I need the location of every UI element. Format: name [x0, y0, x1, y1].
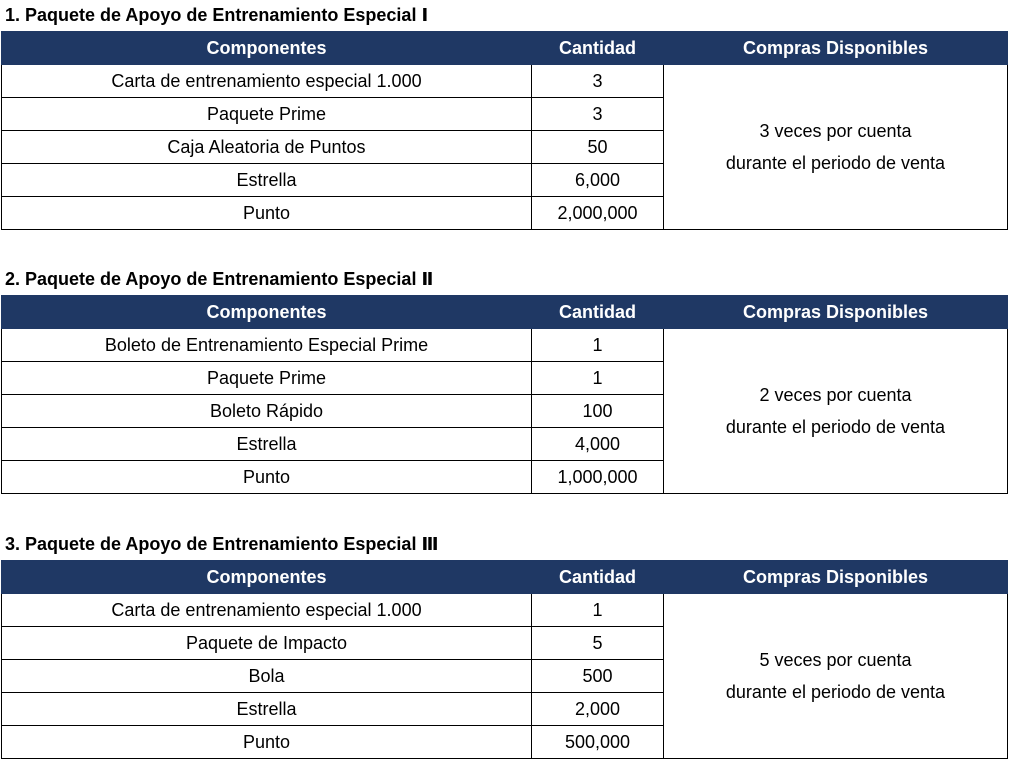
- component-name: Punto: [2, 726, 532, 759]
- component-name: Paquete Prime: [2, 98, 532, 131]
- component-name: Carta de entrenamiento especial 1.000: [2, 594, 532, 627]
- header-components: Componentes: [2, 296, 532, 329]
- component-quantity: 100: [532, 395, 664, 428]
- section-title: 1. Paquete de Apoyo de Entrenamiento Especial Ⅰ: [5, 5, 429, 25]
- package-table: [1, 560, 1008, 759]
- component-name: Caja Aleatoria de Puntos: [2, 131, 532, 164]
- component-name: Paquete Prime: [2, 362, 532, 395]
- purchase-limit-line1: 2 veces por cuenta: [759, 385, 912, 405]
- header-components: Componentes: [2, 561, 532, 594]
- header-quantity: Cantidad: [532, 296, 664, 329]
- package-section-3: [0, 533, 1011, 767]
- component-quantity: 50: [532, 131, 664, 164]
- table-row: [2, 594, 1008, 627]
- component-name: Estrella: [2, 428, 532, 461]
- component-quantity: 5: [532, 627, 664, 660]
- purchase-limit: [664, 329, 1008, 494]
- component-name: Boleto de Entrenamiento Especial Prime: [2, 329, 532, 362]
- package-table: [1, 31, 1008, 230]
- table-row: [2, 329, 1008, 362]
- component-quantity: 3: [532, 98, 664, 131]
- section-title: 2. Paquete de Apoyo de Entrenamiento Especial Ⅱ: [5, 269, 434, 289]
- component-name: Punto: [2, 197, 532, 230]
- header-quantity: Cantidad: [532, 32, 664, 65]
- component-quantity: 3: [532, 65, 664, 98]
- component-name: Estrella: [2, 164, 532, 197]
- section-title: 3. Paquete de Apoyo de Entrenamiento Especial Ⅲ: [5, 534, 439, 554]
- component-quantity: 6,000: [532, 164, 664, 197]
- package-section-1: [0, 4, 1011, 234]
- table-header-row: [2, 296, 1008, 329]
- header-purchases: Compras Disponibles: [664, 561, 1008, 594]
- component-quantity: 2,000: [532, 693, 664, 726]
- purchase-limit: [664, 65, 1008, 230]
- header-quantity: Cantidad: [532, 561, 664, 594]
- purchase-limit-line1: 3 veces por cuenta: [759, 121, 912, 141]
- header-purchases: Compras Disponibles: [664, 296, 1008, 329]
- table-header-row: [2, 561, 1008, 594]
- component-name: Carta de entrenamiento especial 1.000: [2, 65, 532, 98]
- component-name: Estrella: [2, 693, 532, 726]
- purchase-limit-line2: durante el periodo de venta: [725, 682, 946, 702]
- component-quantity: 1: [532, 362, 664, 395]
- purchase-limit-line1: 5 veces por cuenta: [759, 650, 912, 670]
- component-quantity: 4,000: [532, 428, 664, 461]
- component-name: Bola: [2, 660, 532, 693]
- component-quantity: 500: [532, 660, 664, 693]
- package-section-2: [0, 268, 1011, 498]
- component-quantity: 1,000,000: [532, 461, 664, 494]
- purchase-limit-line2: durante el periodo de venta: [725, 153, 946, 173]
- table-row: [2, 65, 1008, 98]
- component-name: Paquete de Impacto: [2, 627, 532, 660]
- component-name: Punto: [2, 461, 532, 494]
- component-quantity: 500,000: [532, 726, 664, 759]
- component-quantity: 2,000,000: [532, 197, 664, 230]
- package-table: [1, 295, 1008, 494]
- purchase-limit-line2: durante el periodo de venta: [725, 417, 946, 437]
- component-name: Boleto Rápido: [2, 395, 532, 428]
- table-header-row: [2, 32, 1008, 65]
- purchase-limit: [664, 594, 1008, 759]
- component-quantity: 1: [532, 594, 664, 627]
- header-purchases: Compras Disponibles: [664, 32, 1008, 65]
- header-components: Componentes: [2, 32, 532, 65]
- component-quantity: 1: [532, 329, 664, 362]
